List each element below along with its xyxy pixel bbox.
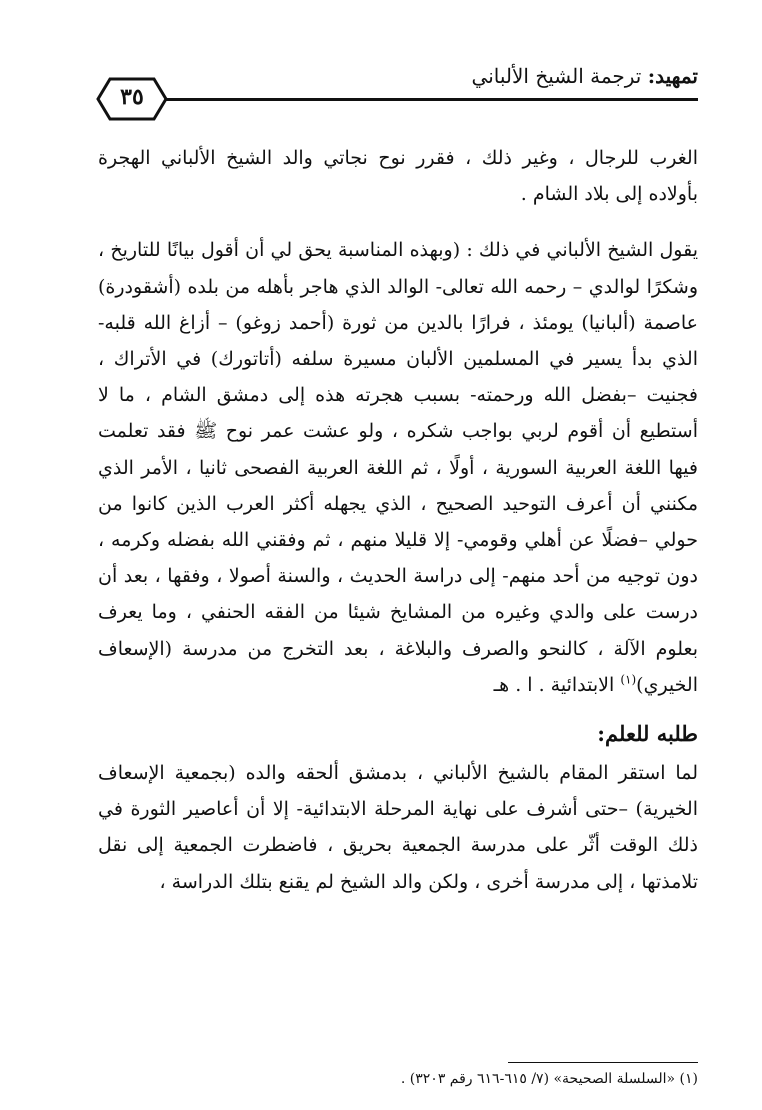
- paragraph-quote-text: يقول الشيخ الألباني في ذلك : (وبهذه المناسبة يحق لي أن أقول بيانًا للتاريخ ، وشكرًا لوالدي – رحمه الله تعالى- الوالد الذي هاجر بأهله من بلده (أشقودرة) عاصمة (ألبانيا) يومئذ ، فرارًا بالدين من ثورة (أحمد زوغو) – أزاغ الله قلبه- الذي بدأ يسير في المسلمين الألبان مسيرة سلفه (أتاتورك) في الأتراك ، فجنيت –بفضل الله ورحمته- بسبب هجرته هذه إلى دمشق الشام ، ما لا أستطيع أن أقوم لربي بواجب شكره ، ولو عشت عمر نوح ﷺ فقد تعلمت فيها اللغة العربية السورية ، أولًا ، ثم اللغة العربية الفصحى ثانيا ، الأمر الذي مكنني أن أعرف التوحيد الصحيح ، الذي يجهله أكثر العرب الذين كانوا من حولي –فضلًا عن أهلي وقومي- إلا قليلا منهم ، ثم وفقني الله بفضله وكرمه ، دون توجيه من أحد منهم- إلى دراسة الحديث ، والسنة أصولا ، وفقها ، بعد أن درست على والدي وغيره من المشايخ شيئا من الفقه الحنفي ، وما يعرف بعلوم الآلة ، كالنحو والصرف والبلاغة ، بعد التخرج من مدرسة (الإسعاف الخيري): [98, 239, 698, 696]
- footnote-marker: (١): [620, 672, 637, 687]
- paragraph-3: لما استقر المقام بالشيخ الألباني ، بدمشق ألحقه والده (بجمعية الإسعاف الخيرية) –حتى أشرف على نهاية المرحلة الابتدائية- إلا أن أعاصير الثورة في ذلك الوقت أثّر على مدرسة الجمعية بحريق ، فاضطرت الجمعية إلى نقل تلامذتها ، إلى مدرسة أخرى ، ولكن والد الشيخ لم يقنع بتلك الدراسة ،: [98, 762, 698, 893]
- footnote-rule: [508, 1062, 698, 1063]
- footnote: (١) «السلسلة الصحيحة» (٧/ ٦١٥-٦١٦ رقم ٣٢٠٣) .: [400, 1071, 698, 1087]
- page-number: ٣٥: [120, 84, 144, 110]
- running-header: [96, 62, 698, 122]
- header-title-rest: ترجمة الشيخ الألباني: [471, 64, 642, 88]
- section-heading: طلبه للعلم:: [597, 721, 698, 747]
- header-title-lead: تمهيد:: [647, 64, 698, 88]
- header-rule: [162, 98, 698, 101]
- paragraph-1: الغرب للرجال ، وغير ذلك ، فقرر نوح نجاتي والد الشيخ الألباني الهجرة بأولاده إلى بلاد الشام .: [98, 147, 698, 206]
- page-number-badge: [96, 76, 168, 122]
- body-text: [98, 140, 698, 900]
- paragraph-quote: [98, 232, 698, 703]
- paragraph-quote-end: الابتدائية . ا . هـ: [493, 673, 615, 696]
- header-title: [472, 64, 698, 88]
